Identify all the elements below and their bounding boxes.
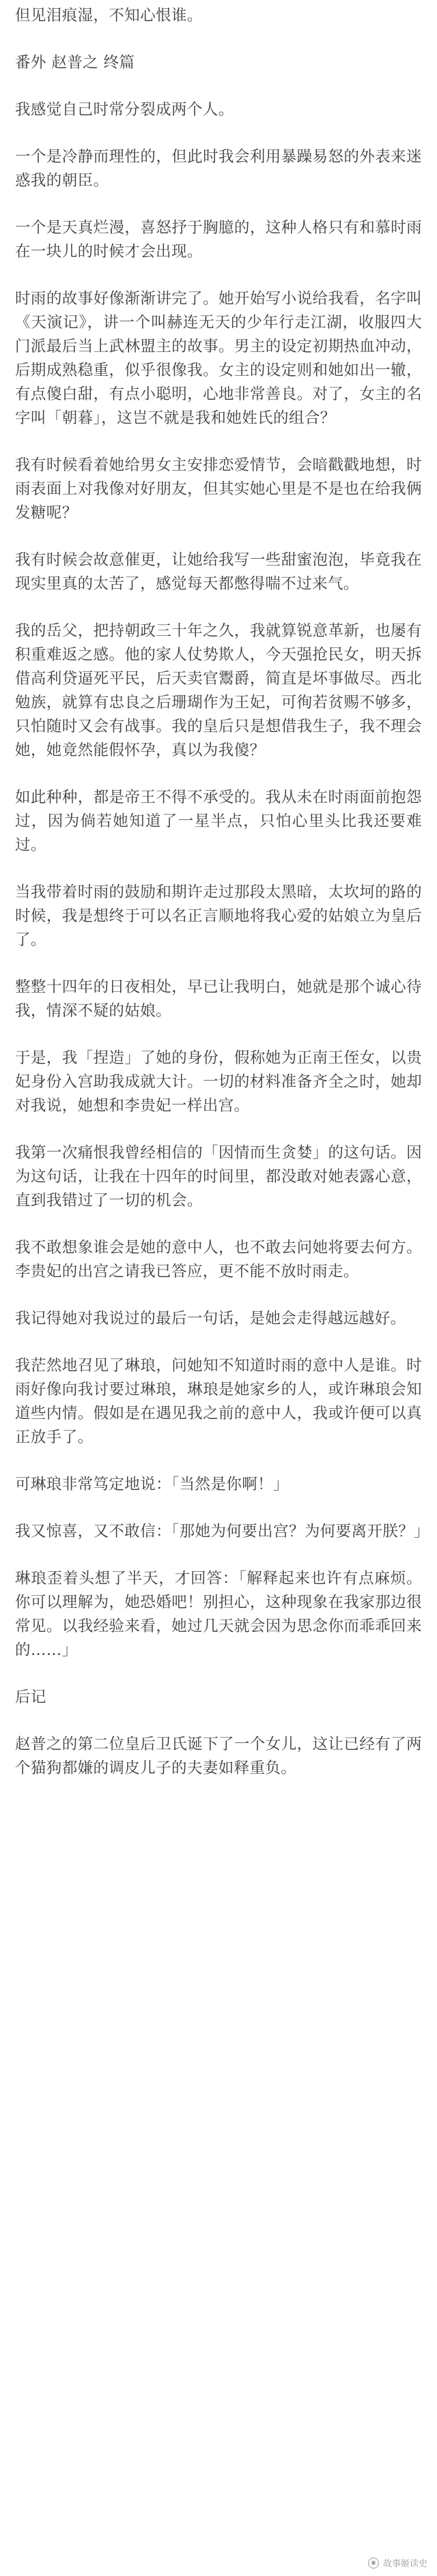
paragraph: 我记得她对我说过的最后一句话，是她会走得越远越好。	[15, 1310, 406, 1328]
paragraph: 我不敢想象谁会是她的意中人，也不敢去问她将要去何方。李贵妃的出宫之请我已答应，更不能不放时雨走。	[15, 1239, 422, 1280]
paragraph: 我有时候会故意催更，让她给我写一些甜蜜泡泡，毕竟我在现实里真的太苦了，感觉每天都憋得喘不过来气。	[15, 551, 422, 593]
afterword-title: 后记	[15, 1688, 46, 1706]
watermark-text: 故事姬读史	[382, 2559, 427, 2569]
paragraph: 我第一次痛恨我曾经相信的「因情而生贪婪」的这句话。因为这句话，让我在十四年的时间里，都没敢对她表露心意，直到我错过了一切的机会。	[15, 1144, 422, 1210]
chapter-title: 番外 赵普之 终篇	[15, 54, 135, 72]
paragraph: 我的岳父，把持朝政三十年之久，我就算锐意革新，也屡有积重难返之感。他的家人仗势欺人，今天强抢民女，明天拆借高利贷逼死平民，后天卖官鬻爵，简直是坏事做尽。西北勉族，就算有忠良之后珊瑚作为王妃，可徇若贫赐不够多，只怕随时又会有战事。我的皇后只是想借我生子，我不理会她，她竟然能假怀孕，真以为我傻？	[15, 622, 422, 759]
paragraph: 我感觉自己时常分裂成两个人。	[15, 101, 234, 119]
paragraph: 如此种种，都是帝王不得不承受的。我从未在时雨面前抱怨过，因为倘若她知道了一星半点，只怕心里头比我还要难过。	[15, 789, 422, 854]
watermark-logo-icon: ◉	[368, 2558, 379, 2568]
paragraph: 琳琅歪着头想了半天，才回答：「解释起来也许有点麻烦。你可以理解为，她恐婚吧！别担心，这种现象在我家那边很常见。以我经验来看，她过几天就会因为思念你而乖乖回来的……」	[15, 1570, 422, 1659]
paragraph: 时雨的故事好像渐渐讲完了。她开始写小说给我看，名字叫《天演记》，讲一个叫赫连无天的少年行走江湖，收服四大门派最后当上武林盟主的故事。男主的设定初期热血冲动，后期成熟稳重，似乎很像我。女主的设定则和她如出一辙，有点傻白甜，有点小聪明，心地非常善良。对了，女主的名字叫「朝暮」，这岂不就是我和她姓氏的组合？	[15, 290, 422, 427]
source-watermark	[368, 2556, 427, 2569]
paragraph: 一个是天真烂漫，喜怒抒于胸臆的，这种人格只有和慕时雨在一块儿的时候才会出现。	[15, 219, 422, 261]
paragraph: 一个是冷静而理性的，但此时我会利用暴躁易怒的外表来迷惑我的朝臣。	[15, 148, 422, 190]
paragraph: 我茫然地召见了琳琅，问她知不知道时雨的意中人是谁。时雨好像向我讨要过琳琅，琳琅是她家乡的人，或许琳琅会知道些内情。假如是在遇见我之前的意中人，我或许便可以真正放手了。	[15, 1357, 422, 1446]
paragraph: 当我带着时雨的鼓励和期许走过那段太黑暗，太坎坷的路的时候，我是想终于可以名正言顺地将我心爱的姑娘立为皇后了。	[15, 883, 422, 949]
intro-line: 但见泪痕湿，不知心恨谁。	[15, 7, 203, 25]
paragraph: 可琳琅非常笃定地说：「当然是你啊！」	[15, 1476, 289, 1493]
paragraph: 我又惊喜，又不敢信：「那她为何要出宫？为何要离开朕？」	[15, 1523, 430, 1540]
paragraph: 于是，我「捏造」了她的身份，假称她为正南王侄女，以贵妃身份入宫助我成就大计。一切的材料准备齐全之时，她却对我说，她想和李贵妃一样出宫。	[15, 1049, 422, 1115]
paragraph: 整整十四年的日夜相处，早已让我明白，她就是那个诚心待我，情深不疑的姑娘。	[15, 978, 422, 1020]
afterword-text: 赵普之的第二位皇后卫氏诞下了一个女儿，这让已经有了两个猫狗都嫌的调皮儿子的夫妻如释重负。	[15, 1736, 422, 1777]
paragraph: 我有时候看着她给男女主安排恋爱情节，会暗戳戳地想，时雨表面上对我像对好朋友，但其实她心里是不是也在给我俩发糖呢？	[15, 456, 422, 522]
